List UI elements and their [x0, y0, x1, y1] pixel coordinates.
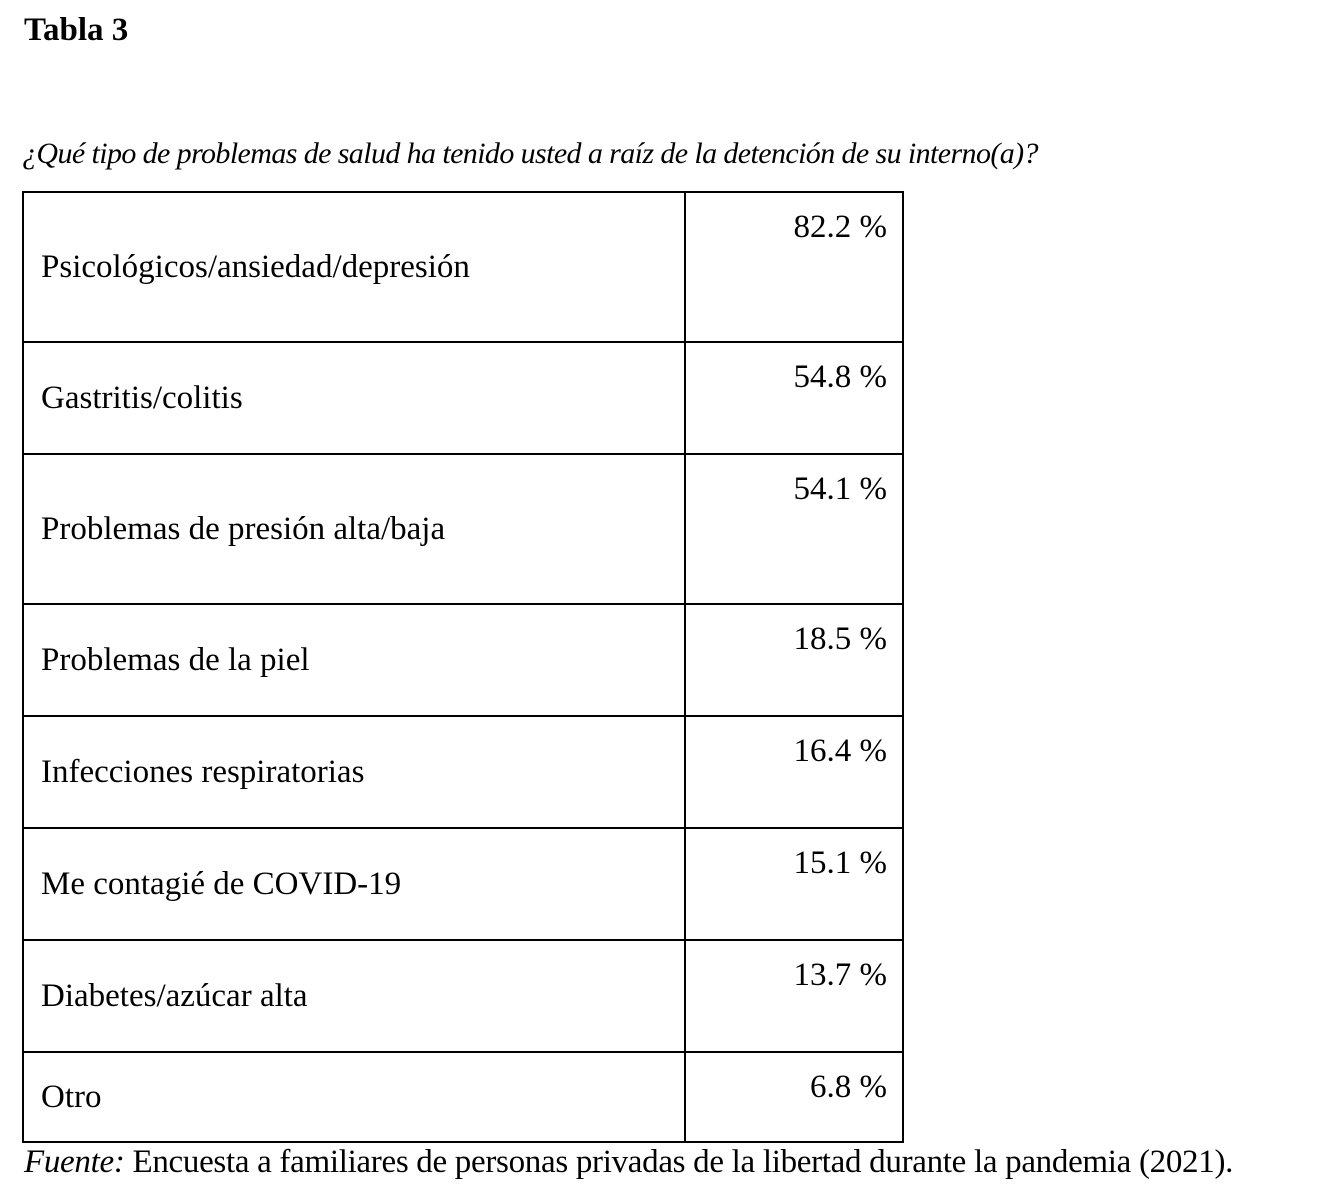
table-row [23, 716, 903, 828]
row-label: Diabetes/azúcar alta [23, 940, 685, 1052]
row-value: 54.1 % [685, 454, 903, 604]
table-row [23, 828, 903, 940]
table-row [23, 454, 903, 604]
source-text: Encuesta a familiares de personas privadas de la libertad durante la pandemia (2021). [124, 1144, 1234, 1180]
row-label: Otro [23, 1052, 685, 1142]
table-row [23, 1052, 903, 1142]
row-label: Psicológicos/ansiedad/depresión [23, 192, 685, 342]
row-value: 54.8 % [685, 342, 903, 454]
health-problems-table [22, 191, 904, 1143]
row-value: 18.5 % [685, 604, 903, 716]
row-label: Infecciones respiratorias [23, 716, 685, 828]
row-label: Problemas de la piel [23, 604, 685, 716]
row-label: Me contagié de COVID-19 [23, 828, 685, 940]
table-title: ¿Qué tipo de problemas de salud ha tenido usted a raíz de la detención de su interno(a)? [22, 137, 1038, 170]
row-value: 82.2 % [685, 192, 903, 342]
source-note [24, 1140, 1233, 1184]
row-label: Problemas de presión alta/baja [23, 454, 685, 604]
row-value: 13.7 % [685, 940, 903, 1052]
row-value: 6.8 % [685, 1052, 903, 1142]
table-row [23, 940, 903, 1052]
table-row [23, 342, 903, 454]
table-row [23, 604, 903, 716]
table-row [23, 192, 903, 342]
row-value: 16.4 % [685, 716, 903, 828]
row-value: 15.1 % [685, 828, 903, 940]
source-label: Fuente: [24, 1144, 125, 1180]
table-number: Tabla 3 [24, 12, 129, 48]
row-label: Gastritis/colitis [23, 342, 685, 454]
